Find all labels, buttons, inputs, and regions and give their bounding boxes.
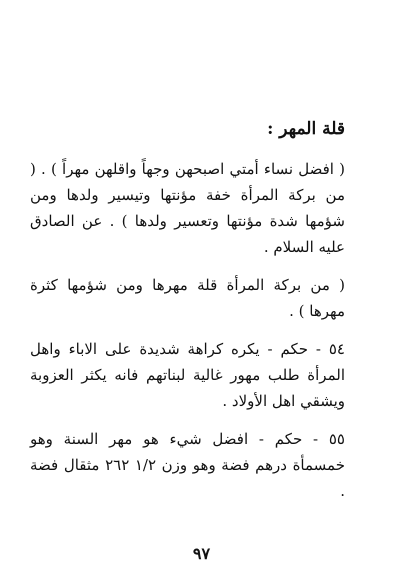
paragraph-hadith-best-women: ( افضل نساء أمتي اصبحهن وجهاً واقلهن مهراً ) . ( من بركة المرأة خفة مؤنتها وتيسير ولدها ومن شؤمها شدة مؤنتها وتعسير ولدها ) . عن الصادق عليه السلام . xyxy=(30,160,345,256)
paragraph-ruling-54: ٥٤ - حكم - يكره كراهة شديدة على الاباء واهل المرأة طلب مهور غالية لبناتهم فانه يكثر العزوبة ويشقي اهل الأولاد . xyxy=(30,340,345,410)
paragraph-blessing-low-dowry: ( من بركة المرأة قلة مهرها ومن شؤمها كثرة مهرها ) . xyxy=(30,276,345,320)
page-body xyxy=(30,118,345,516)
section-heading: قلة المهر : xyxy=(267,119,345,139)
page-number: ٩٧ xyxy=(192,544,211,563)
paragraph-ruling-55: ٥٥ - حكم - افضل شيء هو مهر السنة وهو خمسمأة درهم فضة وهو وزن ١/٢ ٢٦٢ مثقال فضة . xyxy=(30,430,345,500)
